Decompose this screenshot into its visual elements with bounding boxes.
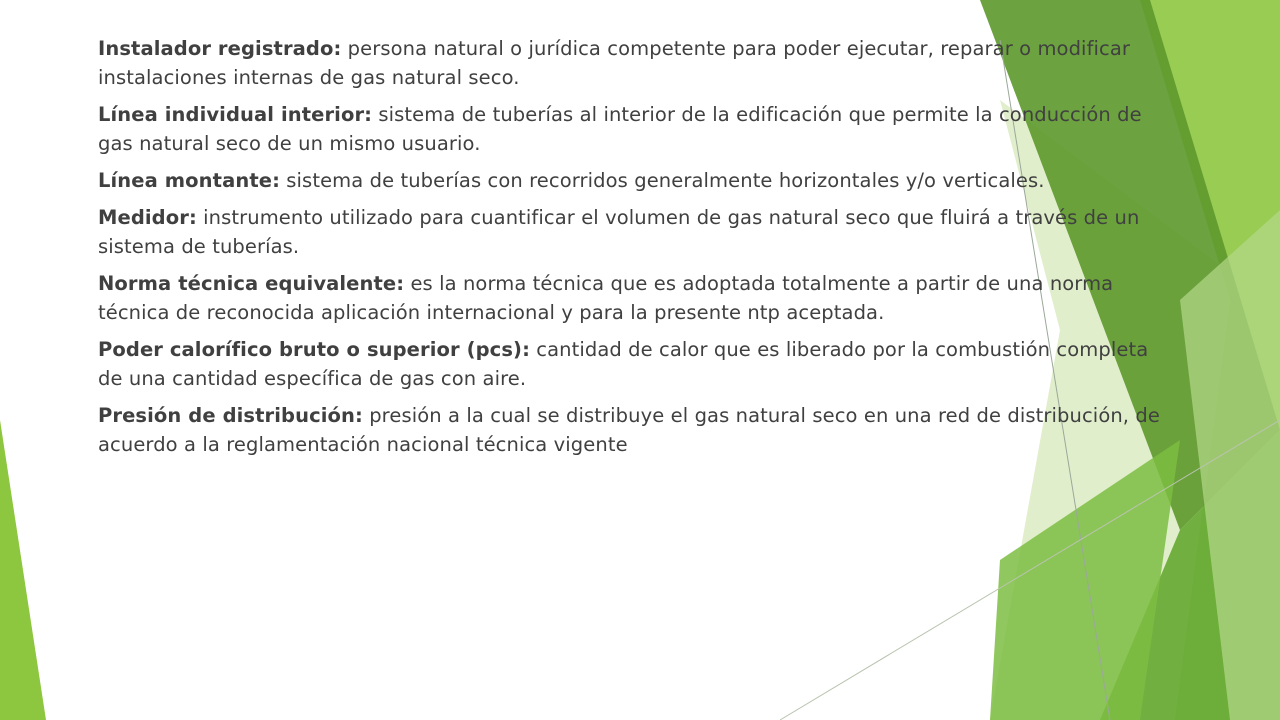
- definition-linea-montante: [98, 166, 1178, 195]
- definition-instalador-registrado: [98, 34, 1178, 92]
- left-green-shard: [0, 420, 46, 720]
- definition-term: Medidor:: [98, 206, 197, 229]
- definition-text: instrumento utilizado para cuantificar el volumen de gas natural seco que fluirá a través de un sistema de tuberías.: [98, 206, 1140, 258]
- definition-medidor: [98, 203, 1178, 261]
- definition-presion-de-distribucion: [98, 401, 1178, 459]
- definition-text: persona natural o jurídica competente para poder ejecutar, reparar o modificar instalaciones internas de gas natural seco.: [98, 37, 1131, 89]
- definition-norma-tecnica-equivalente: [98, 269, 1178, 327]
- definition-poder-calorifico: [98, 335, 1178, 393]
- definitions-list: [98, 34, 1178, 467]
- definition-text: cantidad de calor que es liberado por la combustión completa de una cantidad específica de gas con aire.: [98, 338, 1149, 390]
- definition-term: Norma técnica equivalente:: [98, 272, 405, 295]
- definition-text: presión a la cual se distribuye el gas natural seco en una red de distribución, de acuerdo a la reglamentación nacional técnica vigente: [98, 404, 1160, 456]
- definition-term: Línea montante:: [98, 169, 280, 192]
- definition-linea-individual-interior: [98, 100, 1178, 158]
- definition-term: Línea individual interior:: [98, 103, 373, 126]
- definition-text: es la norma técnica que es adoptada totalmente a partir de una norma técnica de reconocida aplicación internacional y para la presente ntp aceptada.: [98, 272, 1114, 324]
- definition-term: Presión de distribución:: [98, 404, 363, 427]
- definition-term: Poder calorífico bruto o superior (pcs):: [98, 338, 530, 361]
- definition-term: Instalador registrado:: [98, 37, 342, 60]
- definition-text: sistema de tuberías con recorridos generalmente horizontales y/o verticales.: [279, 169, 1045, 192]
- definition-text: sistema de tuberías al interior de la edificación que permite la conducción de gas natural seco de un mismo usuario.: [98, 103, 1142, 155]
